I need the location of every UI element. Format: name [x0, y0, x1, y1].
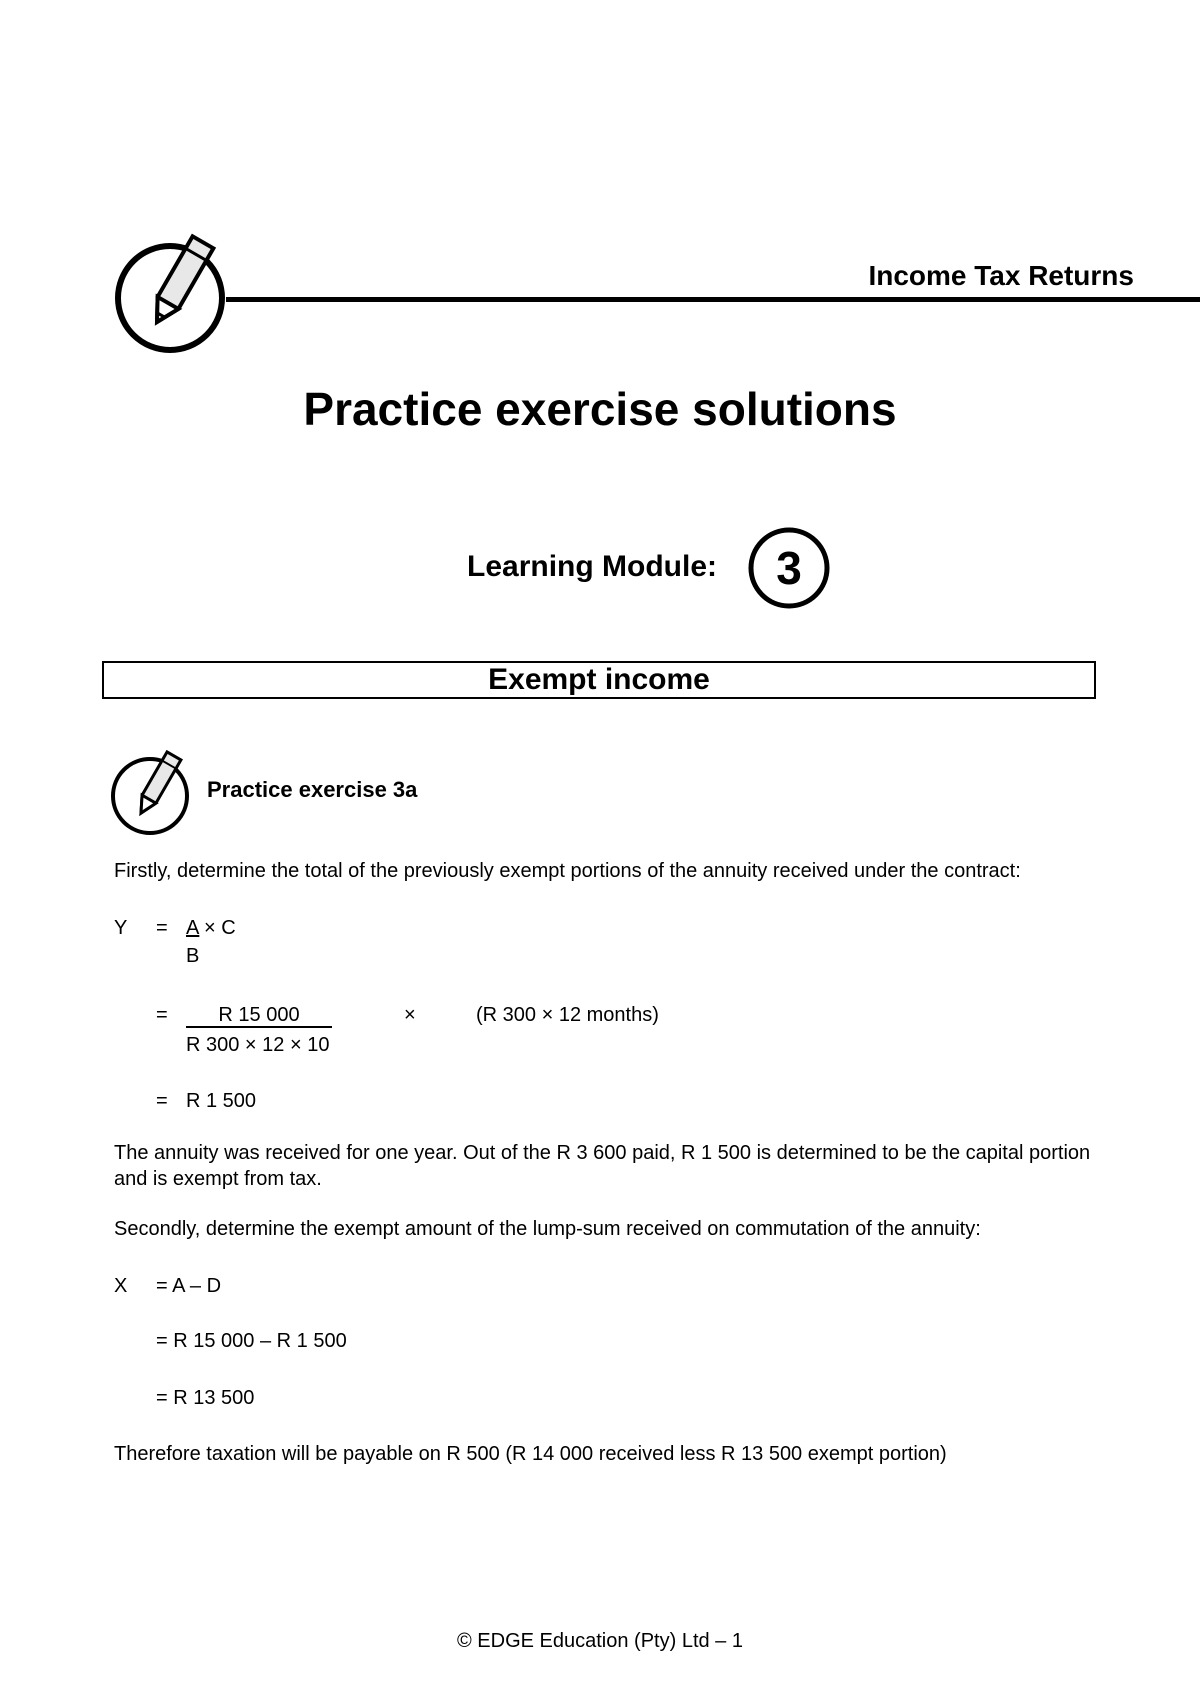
formula-y-eq-3: =	[156, 1090, 168, 1112]
formula-y-lhs: Y	[114, 917, 128, 939]
paragraph-3: Secondly, determine the exempt amount of the lump-sum received on commutation of the annuity:	[114, 1218, 981, 1240]
header-title: Income Tax Returns	[868, 260, 1134, 291]
formula-x-line-3: = R 13 500	[156, 1387, 255, 1409]
formula-y-denominator: B	[186, 945, 200, 967]
exercise-title: Practice exercise 3a	[207, 777, 418, 802]
conclusion-paragraph: Therefore taxation will be payable on R 500 (R 14 000 received less R 13 500 exempt portion)	[114, 1443, 947, 1465]
formula-y-eq: =	[156, 917, 168, 939]
formula-y-times-c: × C	[204, 917, 236, 939]
formula-y-calc-numerator: R 15 000	[218, 1004, 300, 1026]
formula-y-calc-denominator: R 300 × 12 × 10	[186, 1034, 330, 1056]
section-heading: Exempt income	[102, 661, 1096, 699]
header-rule	[226, 297, 1200, 302]
fraction-line	[186, 1026, 332, 1028]
formula-x-line-2: = R 15 000 – R 1 500	[156, 1330, 347, 1352]
formula-y-numerator: A	[186, 917, 200, 939]
page-title: Practice exercise solutions	[303, 383, 897, 435]
paragraph-2: The annuity was received for one year. Out of the R 3 600 paid, R 1 500 is determined to be the capital portion and is exempt from tax.	[114, 1142, 1091, 1190]
module-number-badge	[748, 527, 830, 609]
formula-y-eq-2: =	[156, 1004, 168, 1026]
module-label: Learning Module:	[467, 550, 717, 583]
formula-y-times: ×	[404, 1004, 416, 1026]
exercise-pencil-icon	[110, 746, 192, 836]
footer: © EDGE Education (Pty) Ltd – 1	[457, 1630, 743, 1652]
formula-x-line-1: = A – D	[156, 1275, 222, 1297]
formula-y-calc-factor: (R 300 × 12 months)	[476, 1004, 659, 1026]
formula-x-lhs: X	[114, 1275, 128, 1297]
pencil-circle-logo-icon	[112, 226, 230, 356]
formula-y-result: R 1 500	[186, 1090, 257, 1112]
intro-paragraph: Firstly, determine the total of the previously exempt portions of the annuity received under the contract:	[114, 860, 1021, 882]
module-number: 3	[776, 542, 802, 594]
